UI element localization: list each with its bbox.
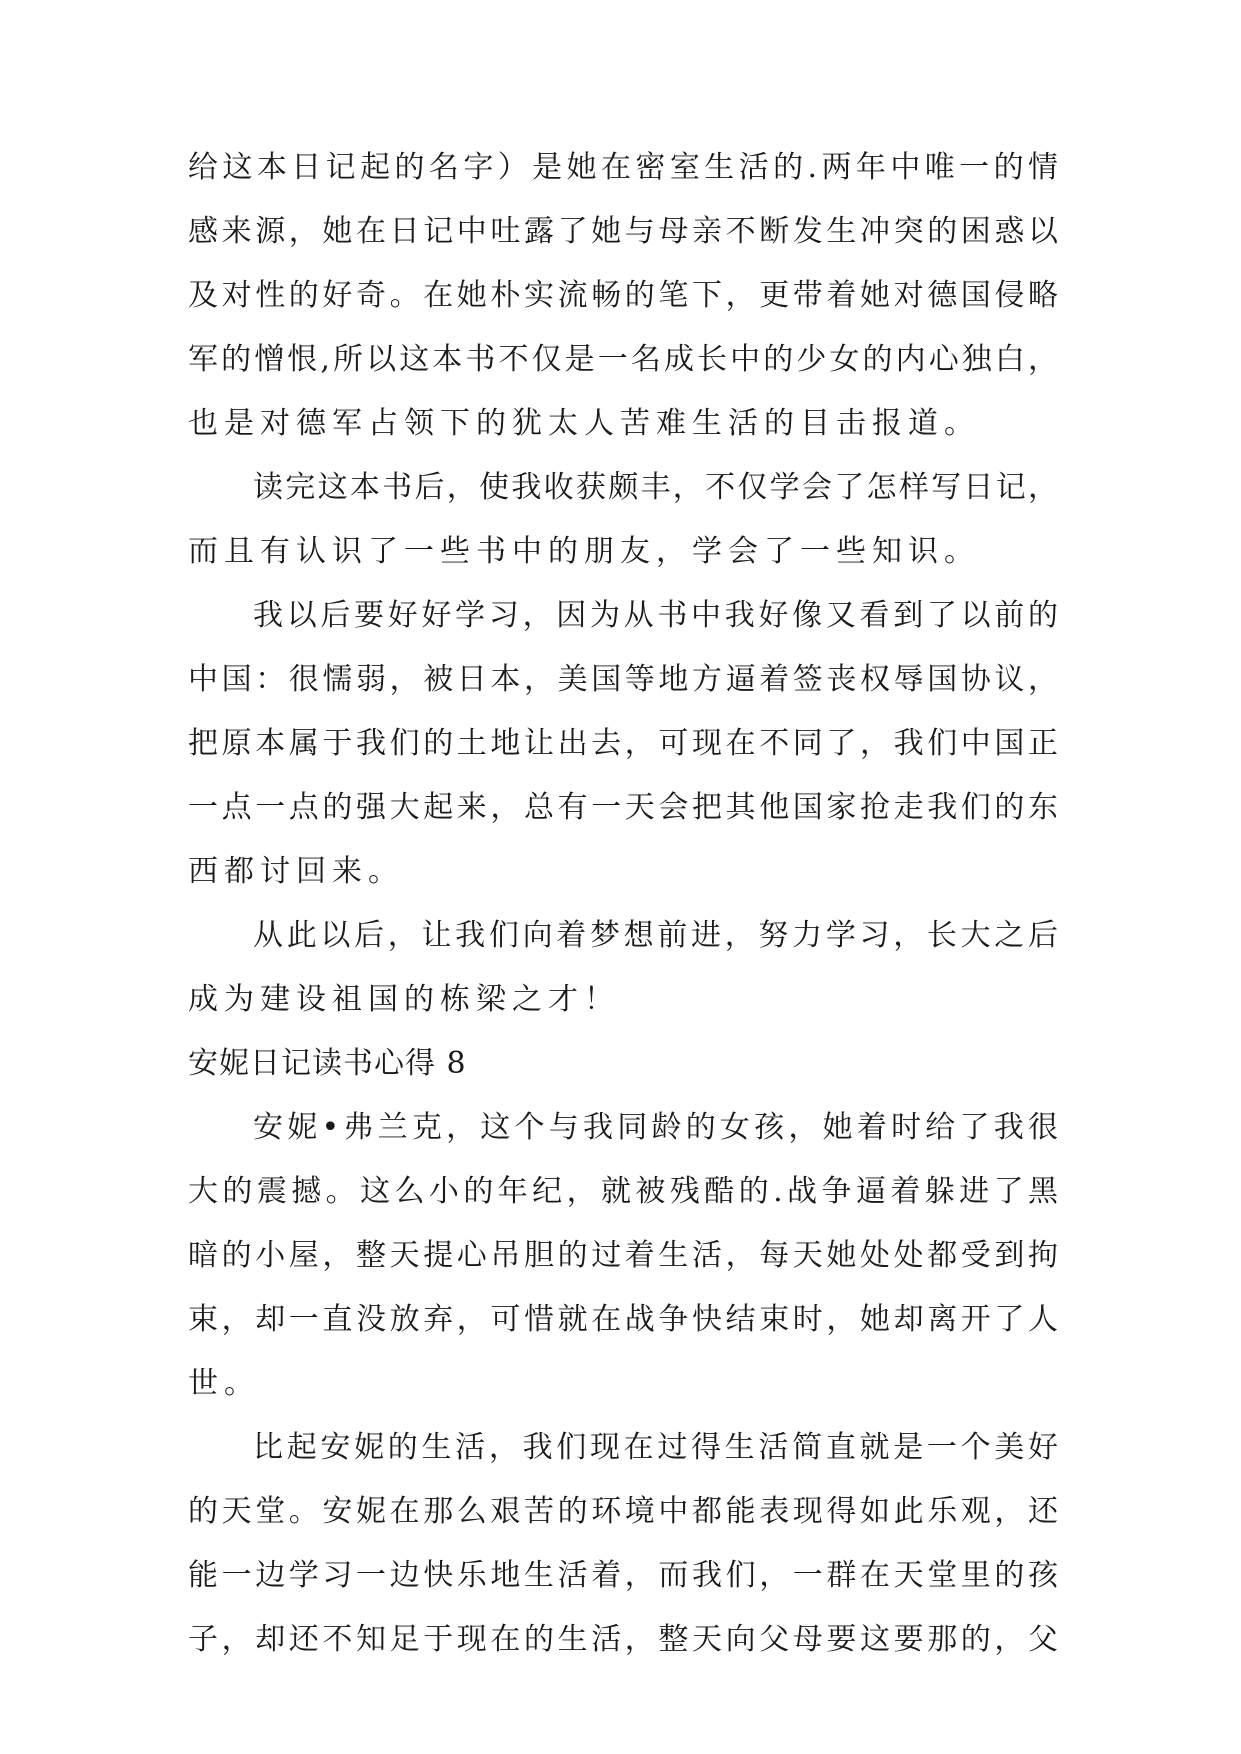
paragraph-line: 束，却一直没放弃，可惜就在战争快结束时，她却离开了人 <box>188 1302 1058 1337</box>
paragraph-line: 安妮•弗兰克，这个与我同龄的女孩，她着时给了我很 <box>253 1110 1058 1145</box>
paragraph-line: 成为建设祖国的栋梁之才！ <box>188 982 620 1017</box>
paragraph-line: 把原本属于我们的土地让出去，可现在不同了，我们中国正 <box>188 726 1058 761</box>
paragraph-line: 一点一点的强大起来，总有一天会把其他国家抢走我们的东 <box>188 790 1058 825</box>
paragraph-line: 大的震撼。这么小的年纪，就被残酷的.战争逼着躲进了黑 <box>188 1174 1058 1209</box>
paragraph-line: 从此以后，让我们向着梦想前进，努力学习，长大之后 <box>253 918 1058 953</box>
paragraph-line: 及对性的好奇。在她朴实流畅的笔下，更带着她对德国侵略 <box>188 278 1058 313</box>
paragraph-line: 西都讨回来。 <box>188 854 404 889</box>
paragraph-line: 读完这本书后，使我收获颇丰，不仅学会了怎样写日记， <box>253 470 1058 505</box>
paragraph-line: 而且有认识了一些书中的朋友，学会了一些知识。 <box>188 534 980 569</box>
paragraph-line: 军的憎恨,所以这本书不仅是一名成长中的少女的内心独白， <box>188 342 1058 377</box>
paragraph-line: 暗的小屋，整天提心吊胆的过着生活，每天她处处都受到拘 <box>188 1238 1058 1273</box>
paragraph-line: 的天堂。安妮在那么艰苦的环境中都能表现得如此乐观，还 <box>188 1494 1058 1529</box>
paragraph-line: 中国：很懦弱，被日本，美国等地方逼着签丧权辱国协议， <box>188 662 1058 697</box>
section-heading: 安妮日记读书心得 8 <box>188 1046 467 1081</box>
paragraph-line: 感来源，她在日记中吐露了她与母亲不断发生冲突的困惑以 <box>188 214 1058 249</box>
paragraph-line: 子，却还不知足于现在的生活，整天向父母要这要那的，父 <box>188 1622 1058 1657</box>
paragraph-line: 能一边学习一边快乐地生活着，而我们，一群在天堂里的孩 <box>188 1558 1058 1593</box>
paragraph-line: 比起安妮的生活，我们现在过得生活简直就是一个美好 <box>253 1430 1058 1465</box>
paragraph-line: 给这本日记起的名字）是她在密室生活的.两年中唯一的情 <box>188 150 1058 185</box>
paragraph-line: 也是对德军占领下的犹太人苦难生活的目击报道。 <box>188 406 980 441</box>
paragraph-line: 我以后要好好学习，因为从书中我好像又看到了以前的 <box>253 598 1058 633</box>
paragraph-line: 世。 <box>188 1366 260 1401</box>
